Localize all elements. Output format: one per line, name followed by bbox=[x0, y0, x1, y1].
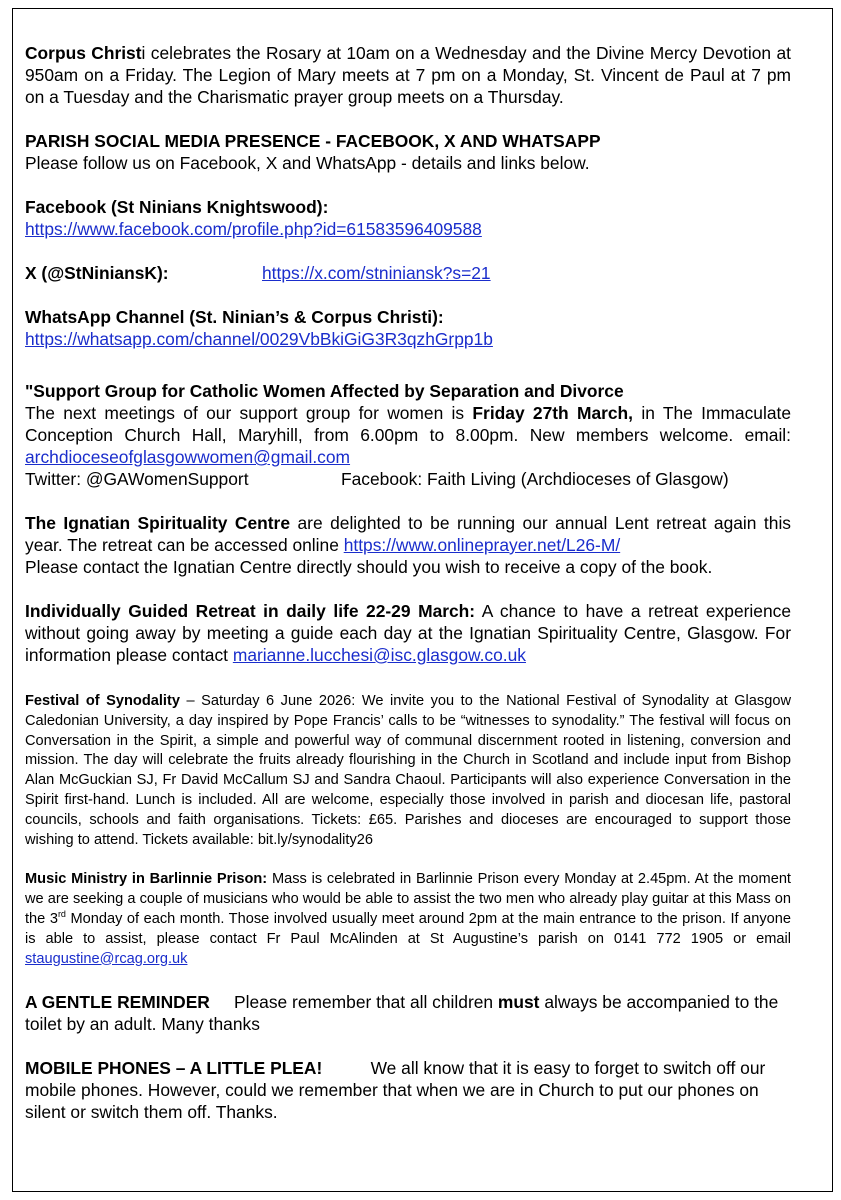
support-group-paragraph: The next meetings of our support group for women is Friday 27th March, in The Immaculate Conception Church Hall, Maryhill, from 6.00pm to 8.00pm. New members welcome. email: archdioceseofglasgowwomen@gmail.com bbox=[25, 403, 791, 467]
support-socials bbox=[25, 468, 791, 490]
x-row bbox=[25, 262, 791, 284]
retreat-email-link[interactable]: marianne.lucchesi@isc.glasgow.co.uk bbox=[232, 645, 526, 665]
support-email-link[interactable]: archdioceseofglasgowwomen@gmail.com bbox=[25, 447, 351, 467]
corpus-christi-paragraph: Corpus Christi celebrates the Rosary at 10am on a Wednesday and the Divine Mercy Devotion at 950am on a Friday. The Legion of Mary meets at 7 pm on a Monday, St. Vincent de Paul at 7 pm on a Tuesday and the Charismatic prayer group meets on a Thursday. bbox=[25, 43, 791, 107]
ignatian-paragraph: The Ignatian Spirituality Centre are delighted to be running our annual Lent retreat again this year. The retreat can be accessed online https://www.onlineprayer.net/L26-M/ bbox=[25, 513, 791, 555]
retreat-paragraph: Individually Guided Retreat in daily life 22-29 March: A chance to have a retreat experience without going away by meeting a guide each day at the Ignatian Spirituality Centre, Glasgow. For information please contact marianne.lucchesi@isc.glasgow.co.uk bbox=[25, 601, 791, 665]
ignatian-contact: Please contact the Ignatian Centre directly should you wish to receive a copy of the book. bbox=[25, 557, 713, 577]
support-twitter: Twitter: @GAWomenSupport bbox=[25, 469, 249, 489]
phones-paragraph: MOBILE PHONES – A LITTLE PLEA! We all know that it is easy to forget to switch off our mobile phones. However, could we remember that when we are in Church to put our phones on silent or switch them off. Thanks. bbox=[25, 1058, 771, 1123]
music-ministry-heading: Music Ministry in Barlinnie Prison: bbox=[25, 871, 268, 888]
reminder-heading: A GENTLE REMINDER bbox=[25, 992, 210, 1013]
music-ministry-paragraph: Music Ministry in Barlinnie Prison: Mass is celebrated in Barlinnie Prison every Monday at 2.45pm. At the moment we are seeking a couple of musicians who would be able to assist the two men who already play guitar at this Mass on the 3rd Monday of each month. Those involved usually meet around 2pm at the main entrance to the prison. If anyone is able to assist, please contact Fr Paul McAlinden at St Augustine’s parish on 0141 772 1905 or email staugustine@rcag.org.uk bbox=[25, 871, 791, 967]
support-date: Friday 27th March, bbox=[472, 403, 634, 423]
ignatian-name: The Ignatian Spirituality Centre bbox=[25, 513, 290, 533]
phones-heading: MOBILE PHONES – A LITTLE PLEA! bbox=[25, 1058, 323, 1079]
support-facebook: Facebook: Faith Living (Archdioceses of Glasgow) bbox=[341, 469, 729, 489]
facebook-label: Facebook (St Ninians Knightswood): bbox=[25, 197, 329, 217]
social-media-intro: Please follow us on Facebook, X and WhatsApp - details and links below. bbox=[25, 153, 590, 173]
synodality-heading: Festival of Synodality bbox=[25, 693, 180, 709]
x-label: X (@StNiniansK): bbox=[25, 263, 169, 283]
music-email-link[interactable]: staugustine@rcag.org.uk bbox=[25, 950, 188, 967]
retreat-heading: Individually Guided Retreat in daily life 22-29 March: bbox=[25, 601, 476, 621]
social-media-heading: PARISH SOCIAL MEDIA PRESENCE - FACEBOOK, X AND WHATSAPP bbox=[25, 131, 601, 151]
corpus-christi-name: Corpus Christ bbox=[25, 43, 142, 63]
bulletin-content bbox=[25, 42, 791, 1123]
support-group-heading: "Support Group for Catholic Women Affected by Separation and Divorce bbox=[25, 381, 624, 401]
whatsapp-link[interactable]: https://whatsapp.com/channel/0029VbBkiGiG3R3qzhGrpp1b bbox=[25, 329, 493, 349]
synodality-paragraph: Festival of Synodality – Saturday 6 June 2026: We invite you to the National Festival of Synodality at Glasgow Caledonian University, a day inspired by Pope Francis’ calls to be “witnesses to synodality.” The festival will focus on Conversation in the Spirit, a simple and powerful way of communal discernment rooted in listening, conversion and mission. The day will celebrate the fruits already flourishing in the Church in Scotland and include input from Bishop Alan McGuckian SJ, Fr David McCallum SJ and Sandra Chaoul. Participants will also experience Conversation in the Spirit first-hand. Lunch is included. All are welcome, especially those involved in parish and diocesan life, pastoral councils, schools and faith organisations. Tickets: £65. Parishes and dioceses are encouraged to support those wishing to attend. Tickets available: bit.ly/synodality26 bbox=[25, 693, 791, 848]
facebook-link[interactable]: https://www.facebook.com/profile.php?id=61583596409588 bbox=[25, 219, 482, 239]
ignatian-link[interactable]: https://www.onlineprayer.net/L26-M/ bbox=[343, 535, 621, 555]
reminder-paragraph: A GENTLE REMINDER Please remember that all children must always be accompanied to the toilet by an adult. Many thanks bbox=[25, 992, 784, 1035]
whatsapp-label: WhatsApp Channel (St. Ninian’s & Corpus Christi): bbox=[25, 307, 444, 327]
x-link[interactable]: https://x.com/stniniansk?s=21 bbox=[262, 263, 491, 283]
